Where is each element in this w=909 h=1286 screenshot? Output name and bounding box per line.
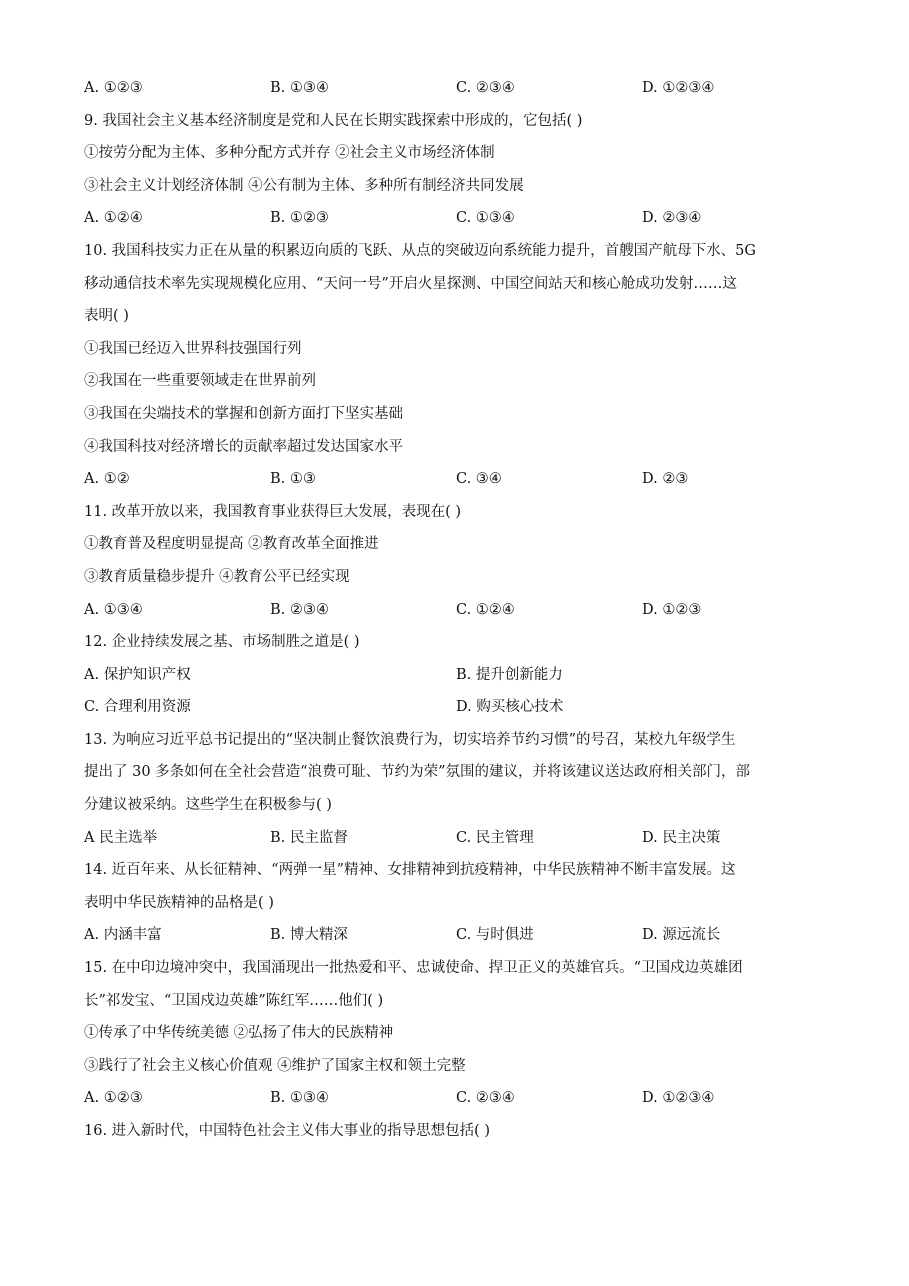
q15-option-b: B. ①③④ xyxy=(270,1090,329,1107)
q10-item-3: ③我国在尖端技术的掌握和创新方面打下坚实基础 xyxy=(84,405,403,422)
q14-stem-line-1: 14. 近百年来、从长征精神、“两弹一星”精神、女排精神到抗疫精神，中华民族精神不断丰富发展。这 xyxy=(84,862,736,879)
q11-option-b: B. ②③④ xyxy=(270,601,329,618)
q13-options xyxy=(84,822,834,855)
q9-item-2: ③社会主义计划经济体制 ④公有制为主体、多种所有制经济共同发展 xyxy=(84,177,524,194)
q10-option-a: A. ①② xyxy=(84,471,130,488)
q12-options-row-2 xyxy=(84,691,834,724)
q13-stem-line-2: 提出了 30 多条如何在全社会营造“浪费可耻、节约为荣”氛围的建议，并将该建议送达政府相关部门，部 xyxy=(84,764,750,781)
q11-item-2: ③教育质量稳步提升 ④教育公平已经实现 xyxy=(84,568,350,585)
q11-option-d: D. ①②③ xyxy=(642,601,702,618)
q11-stem: 11. 改革开放以来，我国教育事业获得巨大发展，表现在( ) xyxy=(84,503,462,520)
q15-option-d: D. ①②③④ xyxy=(642,1090,715,1107)
q14-option-c: C. 与时俱进 xyxy=(456,927,534,944)
q10-stem-line-1: 10. 我国科技实力正在从量的积累迈向质的飞跃、从点的突破迈向系统能力提升，首艘国产航母下水、5G xyxy=(84,242,756,259)
q8-option-c: C. ②③④ xyxy=(456,80,515,96)
q15-item-2: ③践行了社会主义核心价值观 ④维护了国家主权和领土完整 xyxy=(84,1057,466,1074)
q8-option-d: D. ①②③④ xyxy=(642,80,715,96)
q13-option-d: D. 民主决策 xyxy=(642,829,721,846)
q13-option-c: C. 民主管理 xyxy=(456,829,534,846)
q14-option-a: A. 内涵丰富 xyxy=(84,927,162,944)
q15-stem-line-1: 15. 在中印边境冲突中，我国涌现出一批热爱和平、忠诚使命、捍卫正义的英雄官兵。“卫国戍边英雄团 xyxy=(84,960,743,977)
q9-stem: 9. 我国社会主义基本经济制度是党和人民在长期实践探索中形成的，它包括( ) xyxy=(84,112,583,129)
q9-option-a: A. ①②④ xyxy=(84,210,143,227)
q9-option-c: C. ①③④ xyxy=(456,210,515,227)
q9-option-b: B. ①②③ xyxy=(270,210,329,227)
q11-options xyxy=(84,594,834,627)
q12-option-c: C. 合理利用资源 xyxy=(84,699,191,716)
q15-option-a: A. ①②③ xyxy=(84,1090,143,1107)
q8-option-b: B. ①③④ xyxy=(270,80,329,96)
q10-stem-line-3: 表明( ) xyxy=(84,308,129,325)
q11-item-1: ①教育普及程度明显提高 ②教育改革全面推进 xyxy=(84,536,379,553)
q14-option-d: D. 源远流长 xyxy=(642,927,721,944)
q10-option-d: D. ②③ xyxy=(642,471,689,488)
q10-item-2: ②我国在一些重要领域走在世界前列 xyxy=(84,373,316,390)
q15-option-c: C. ②③④ xyxy=(456,1090,515,1107)
q14-stem-line-2: 表明中华民族精神的品格是( ) xyxy=(84,894,274,911)
q8-options xyxy=(84,72,834,105)
q14-options xyxy=(84,919,834,952)
q10-item-4: ④我国科技对经济增长的贡献率超过发达国家水平 xyxy=(84,438,403,455)
q12-stem: 12. 企业持续发展之基、市场制胜之道是( ) xyxy=(84,634,360,651)
q11-option-c: C. ①②④ xyxy=(456,601,515,618)
q10-option-b: B. ①③ xyxy=(270,471,316,488)
q12-option-a: A. 保护知识产权 xyxy=(84,666,191,683)
q13-option-a: A 民主选举 xyxy=(84,829,158,846)
exam-page xyxy=(84,72,834,1148)
q12-options-row-1 xyxy=(84,659,834,692)
q10-option-c: C. ③④ xyxy=(456,471,502,488)
q10-item-1: ①我国已经迈入世界科技强国行列 xyxy=(84,340,302,357)
q15-options xyxy=(84,1082,834,1115)
q13-stem-line-3: 分建议被采纳。这些学生在积极参与( ) xyxy=(84,797,332,814)
q10-options xyxy=(84,463,834,496)
q13-option-b: B. 民主监督 xyxy=(270,829,348,846)
q12-option-b: B. 提升创新能力 xyxy=(456,666,563,683)
q12-option-d: D. 购买核心技术 xyxy=(456,699,564,716)
q9-item-1: ①按劳分配为主体、多种分配方式并存 ②社会主义市场经济体制 xyxy=(84,145,495,162)
q13-stem-line-1: 13. 为响应习近平总书记提出的“坚决制止餐饮浪费行为，切实培养节约习惯”的号召，某校九年级学生 xyxy=(84,731,736,748)
q14-option-b: B. 博大精深 xyxy=(270,927,348,944)
q11-option-a: A. ①③④ xyxy=(84,601,143,618)
q15-stem-line-2: 长”祁发宝、“卫国戍边英雄”陈红军……他们( ) xyxy=(84,992,384,1009)
q9-options xyxy=(84,202,834,235)
q8-option-a: A. ①②③ xyxy=(84,80,143,96)
q10-stem-line-2: 移动通信技术率先实现规模化应用、“天问一号”开启火星探测、中国空间站天和核心舱成功发射……这 xyxy=(84,275,737,292)
q9-option-d: D. ②③④ xyxy=(642,210,702,227)
q16-stem: 16. 进入新时代，中国特色社会主义伟大事业的指导思想包括( ) xyxy=(84,1123,491,1139)
q15-item-1: ①传承了中华传统美德 ②弘扬了伟大的民族精神 xyxy=(84,1025,394,1042)
